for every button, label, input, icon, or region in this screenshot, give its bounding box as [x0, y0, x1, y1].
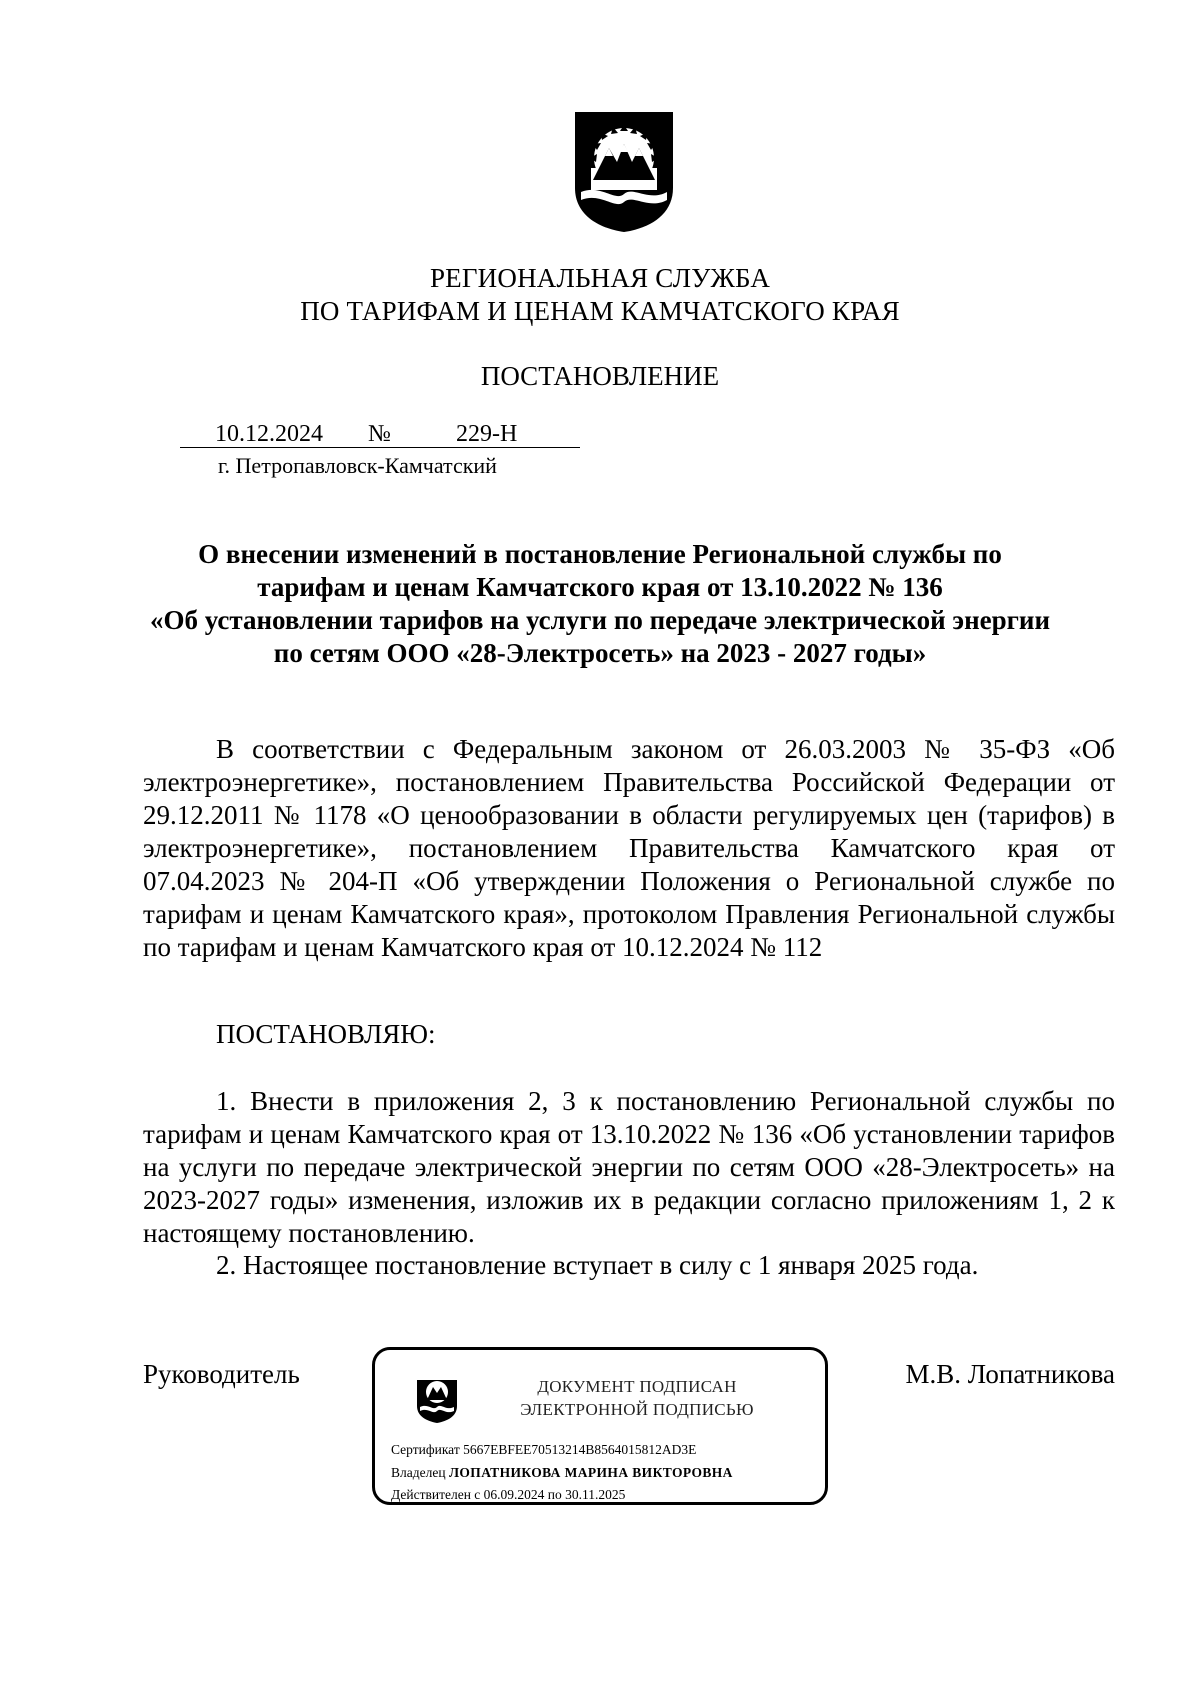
city-name: г. Петропавловск-Камчатский — [218, 453, 497, 478]
kamchatka-coat-of-arms-small-icon — [415, 1372, 459, 1424]
stamp-certificate-row — [391, 1441, 696, 1459]
document-date: 10.12.2024 — [215, 421, 323, 447]
electronic-signature-stamp — [372, 1347, 828, 1505]
title-line2: тарифам и ценам Камчатского края от 13.10.2022 № 136 — [257, 572, 943, 602]
valid-from: 06.09.2024 — [483, 1487, 545, 1502]
stamp-heading-line1: ДОКУМЕНТ ПОДПИСАН — [537, 1377, 737, 1396]
number-sign: № — [368, 421, 391, 447]
decree-item-1: 1. Внести в приложения 2, 3 к постановлению Региональной службы по тарифам и ценам Камчатского края от 13.10.2022 № 136 «Об установлении тарифов на услуги по передаче электрической энергии по сетям ООО «28-Электросеть» на 2023-2027 годы» изменения, изложив их в редакции согласно приложениям 1, 2 к настоящему постановлению. — [143, 1086, 1115, 1248]
certificate-label: Сертификат — [391, 1442, 460, 1457]
agency-name-line1: РЕГИОНАЛЬНАЯ СЛУЖБА — [429, 263, 771, 293]
document-number: 229-Н — [456, 421, 518, 447]
title-line1: О внесении изменений в постановление Региональной службы по — [198, 539, 1002, 569]
kamchatka-coat-of-arms-icon — [571, 110, 677, 234]
owner-value: ЛОПАТНИКОВА МАРИНА ВИКТОРОВНА — [448, 1465, 733, 1480]
preamble-paragraph: В соответствии с Федеральным законом от 26.03.2003 № 35-ФЗ «Об электроэнергетике», постановлением Правительства Российской Федерации от 29.12.2011 № 1178 «О ценообразовании в области регулируемых цен (тарифов) в электроэнергетике», постановлением Правительства Камчатского края от 07.04.2023 № 204-П «Об утверждении Положения о Региональной службе по тарифам и ценам Камчатского края», протоколом Правления Региональной службы по тарифам и ценам Камчатского края от 10.12.2024 № 112 — [143, 734, 1115, 962]
decree-item-2: 2. Настоящее постановление вступает в силу с 1 января 2025 года. — [216, 1250, 979, 1280]
document-title — [140, 538, 1060, 670]
owner-label: Владелец — [391, 1465, 446, 1480]
title-line3: «Об установлении тарифов на услуги по передаче электрической энергии — [149, 605, 1051, 635]
title-line4: по сетям ООО «28-Электросеть» на 2023 - 2027 годы» — [273, 638, 927, 668]
agency-name-line2: ПО ТАРИФАМ И ЦЕНАМ КАМЧАТСКОГО КРАЯ — [300, 296, 900, 326]
stamp-owner-row — [391, 1464, 733, 1482]
signer-position: Руководитель — [143, 1359, 300, 1389]
valid-label: Действителен с — [391, 1487, 481, 1502]
signer-name: М.В. Лопатникова — [905, 1359, 1115, 1389]
document-type: ПОСТАНОВЛЕНИЕ — [480, 361, 720, 391]
certificate-value: 5667EBFEE70513214B8564015812AD3E — [463, 1442, 697, 1457]
decree-word: ПОСТАНОВЛЯЮ: — [216, 1019, 436, 1049]
valid-to-label: по — [547, 1487, 562, 1502]
stamp-heading-line2: ЭЛЕКТРОННОЙ ПОДПИСЬЮ — [520, 1400, 754, 1419]
valid-to: 30.11.2025 — [565, 1487, 626, 1502]
stamp-validity-row — [391, 1486, 625, 1504]
